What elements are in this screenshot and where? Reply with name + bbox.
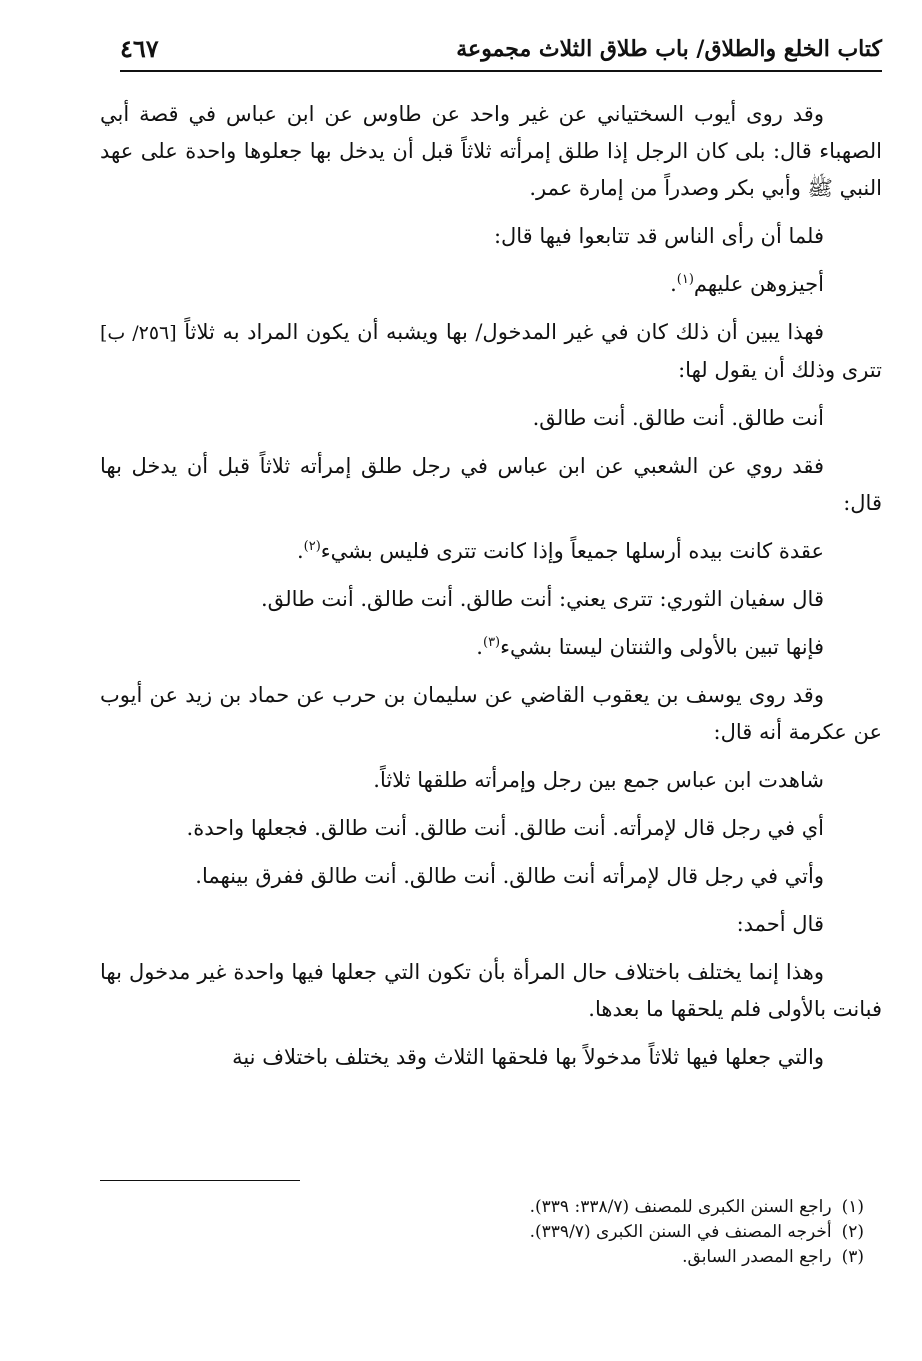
paragraph: شاهدت ابن عباس جمع بين رجل وإمرأته طلقها ثلاثاً. [373,768,824,792]
paragraph: فهذا يبين أن ذلك كان في غير المدخول/ بها ويشبه أن يكون المراد به ثلاثاً [٢٥٦/ ب] تترى وذلك أن يقول لها: [100,320,882,382]
paragraph: وقد روى أيوب السختياني عن غير واحد عن طاوس عن ابن عباس في قصة أبي الصهباء قال: بلى كان الرجل إذا طلق إمرأته ثلاثاً قبل أن يدخل بها جعلوها واحدة على عهد النبي ﷺ وأبي بكر وصدراً من إمارة عمر. [100,102,882,200]
paragraph: فلما أن رأى الناس قد تتابعوا فيها قال: [493,224,824,248]
paragraph: وأتي في رجل قال لإمرأته أنت طالق. أنت طالق. أنت طالق ففرق بينهما. [195,864,824,888]
footnote-number: (٢) [841,1222,864,1242]
footnote-text: أخرجه المصنف في السنن الكبرى (٣٣٩/٧). [529,1222,832,1242]
paragraph: فقد روي عن الشعبي عن ابن عباس في رجل طلق إمرأته ثلاثاً قبل أن يدخل بها قال: [100,454,882,515]
paragraph: أي في رجل قال لإمرأته. أنت طالق. أنت طالق. أنت طالق. فجعلها واحدة. [186,816,824,840]
main-text [100,96,882,1087]
footnote [100,1245,864,1270]
paragraph: قال سفيان الثوري: تترى يعني: أنت طالق. أنت طالق. أنت طالق. [261,587,824,611]
page-number: ٤٦٧ [120,34,159,63]
running-title: كتاب الخلع والطلاق/ باب طلاق الثلاث مجموعة [456,36,882,62]
paragraph: فإنها تبين بالأولى والثنتان ليستا بشيء$^{(٣)}$. [476,635,824,659]
footnote-marker[interactable]: (٢) [303,539,321,554]
page-header [120,34,882,72]
paragraph: عقدة كانت بيده أرسلها جميعاً وإذا كانت تترى فليس بشيء$^{(٢)}$. [296,539,824,563]
footnote-number: (١) [841,1197,864,1217]
paragraph: أنت طالق. أنت طالق. أنت طالق. [532,406,824,430]
paragraph: وقد روى يوسف بن يعقوب القاضي عن سليمان بن حرب عن حماد بن زيد عن أيوب عن عكرمة أنه قال: [100,683,882,744]
footnote [100,1220,864,1245]
footnote-number: (٣) [841,1247,864,1267]
footnotes [100,1195,864,1270]
footnote [100,1195,864,1220]
paragraph: وهذا إنما يختلف باختلاف حال المرأة بأن تكون التي جعلها فيها واحدة غير مدخول بها فبانت بالأولى فلم يلحقها ما بعدها. [100,960,882,1021]
footnote-text: راجع المصدر السابق. [682,1247,832,1267]
footnote-marker[interactable]: (٣) [482,635,501,650]
paragraph: والتي جعلها فيها ثلاثاً مدخولاً بها فلحقها الثلاث وقد يختلف باختلاف نية [232,1045,824,1069]
header-rule [120,70,882,72]
footnote-text: راجع السنن الكبرى للمصنف (٣٣٨/٧: ٣٣٩). [529,1197,832,1217]
paragraph: أجيزوهن عليهم$^{(١)}$. [670,272,824,296]
footnote-rule [100,1180,300,1181]
margin-reference: [٢٥٦/ ب] [100,322,177,344]
footnote-marker[interactable]: (١) [676,272,694,287]
paragraph: قال أحمد: [736,912,824,936]
